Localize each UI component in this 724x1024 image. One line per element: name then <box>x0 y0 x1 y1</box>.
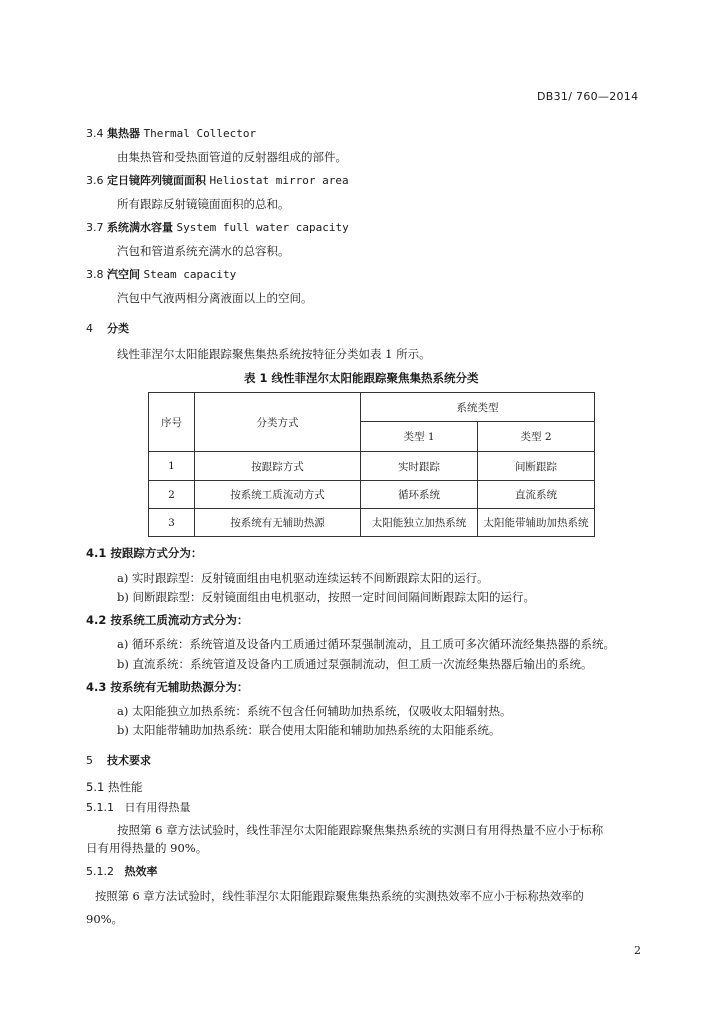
section-number: 4 <box>86 322 93 335</box>
section-number: 5.1.2 <box>86 865 114 878</box>
term-3-8-definition: 汽包中气液两相分离液面以上的空间。 <box>117 291 313 305</box>
term-cn: 集热器 <box>107 127 140 140</box>
term-number: 3.4 <box>86 127 104 140</box>
term-en: Steam capacity <box>143 268 237 281</box>
table-caption: 表 1 线性菲涅尔太阳能跟踪聚焦集热系统分类 <box>244 371 479 385</box>
header-type2: 类型 2 <box>478 422 595 452</box>
cell-method: 按跟踪方式 <box>195 452 361 481</box>
cell-type1: 实时跟踪 <box>361 452 478 481</box>
subsection-5-1-title: 5.1 热性能 <box>86 780 143 794</box>
term-3-4-heading <box>86 125 256 141</box>
term-number: 3.6 <box>86 174 104 187</box>
section-title: 技术要求 <box>107 754 151 767</box>
section-title: 分类 <box>107 322 129 335</box>
term-3-6-definition: 所有跟踪反射镜镜面面积的总和。 <box>117 197 290 211</box>
section-title: 热效率 <box>124 865 158 878</box>
cell-type2: 太阳能带辅助加热系统 <box>478 509 595 537</box>
list-item: a) 太阳能独立加热系统：系统不包含任何辅助加热系统，仅吸收太阳辐射热。 <box>117 704 512 718</box>
subsection-5-1-2-heading <box>86 863 158 879</box>
term-3-8-heading <box>86 266 236 282</box>
section-4-intro: 线性菲涅尔太阳能跟踪聚焦集热系统按特征分类如表 1 所示。 <box>117 347 431 361</box>
header-system-type: 系统类型 <box>361 393 595 422</box>
section-number: 5.1.1 <box>86 801 114 814</box>
cell-type2: 间断跟踪 <box>478 452 595 481</box>
cell-seq: 3 <box>149 509 195 537</box>
list-item: a) 实时跟踪型：反射镜面组由电机驱动连续运转不间断跟踪太阳的运行。 <box>117 571 489 585</box>
section-5-heading <box>86 752 151 768</box>
term-3-6-heading <box>86 172 349 188</box>
subsection-5-1-1-heading <box>86 799 191 815</box>
cell-seq: 2 <box>149 481 195 509</box>
paragraph-line: 按照第 6 章方法试验时，线性菲涅尔太阳能跟踪聚焦集热系统的实测日有用得热量不应小于标称 <box>117 823 604 837</box>
cell-type1: 循环系统 <box>361 481 478 509</box>
cell-method: 按系统有无辅助热源 <box>195 509 361 537</box>
section-4-heading <box>86 320 129 336</box>
paragraph-line: 90%。 <box>86 912 124 926</box>
term-number: 3.7 <box>86 221 104 234</box>
section-title: 日有用得热量 <box>124 801 191 814</box>
list-item: b) 太阳能带辅助加热系统：联合使用太阳能和辅助加热系统的太阳能系统。 <box>117 723 501 737</box>
term-en: Thermal Collector <box>143 127 257 140</box>
subsection-4-2-title: 4.2 按系统工质流动方式分为： <box>86 613 249 627</box>
term-3-7-heading <box>86 219 349 235</box>
table-row <box>149 481 595 509</box>
list-item: b) 间断跟踪型：反射镜面组由电机驱动，按照一定时间间隔间断跟踪太阳的运行。 <box>117 590 535 604</box>
term-en: System full water capacity <box>176 221 349 234</box>
list-item: a) 循环系统：系统管道及设备内工质通过循环泵强制流动，且工质可多次循环流经集热器的系统。 <box>117 637 615 651</box>
header-seq: 序号 <box>149 393 195 452</box>
term-cn: 定日镜阵列镜面面积 <box>107 174 206 187</box>
cell-method: 按系统工质流动方式 <box>195 481 361 509</box>
subsection-4-3-title: 4.3 按系统有无辅助热源分为： <box>86 680 249 694</box>
paragraph-line: 按照第 6 章方法试验时，线性菲涅尔太阳能跟踪聚焦集热系统的实测热效率不应小于标称热效率的 <box>95 890 584 903</box>
cell-seq: 1 <box>149 452 195 481</box>
header-type1: 类型 1 <box>361 422 478 452</box>
table-row <box>149 509 595 537</box>
term-cn: 系统满水容量 <box>107 221 173 234</box>
standard-code: DB31/ 760—2014 <box>537 90 639 103</box>
section-number: 5 <box>86 754 93 767</box>
term-3-7-definition: 汽包和管道系统充满水的总容积。 <box>117 244 290 258</box>
term-number: 3.8 <box>86 268 104 281</box>
header-method: 分类方式 <box>195 393 361 452</box>
cell-type1: 太阳能独立加热系统 <box>361 509 478 537</box>
page-number: 2 <box>634 944 641 957</box>
term-en: Heliostat mirror area <box>209 174 349 187</box>
term-cn: 汽空间 <box>107 268 140 281</box>
paragraph-line: 日有用得热量的 90%。 <box>86 841 208 855</box>
subsection-4-1-title: 4.1 按跟踪方式分为： <box>86 546 203 560</box>
cell-type2: 直流系统 <box>478 481 595 509</box>
table-row <box>149 452 595 481</box>
classification-table <box>148 392 595 537</box>
list-item: b) 直流系统：系统管道及设备内工质通过泵强制流动，但工质一次流经集热器后输出的系统。 <box>117 657 593 671</box>
term-3-4-definition: 由集热管和受热面管道的反射器组成的部件。 <box>117 150 347 164</box>
